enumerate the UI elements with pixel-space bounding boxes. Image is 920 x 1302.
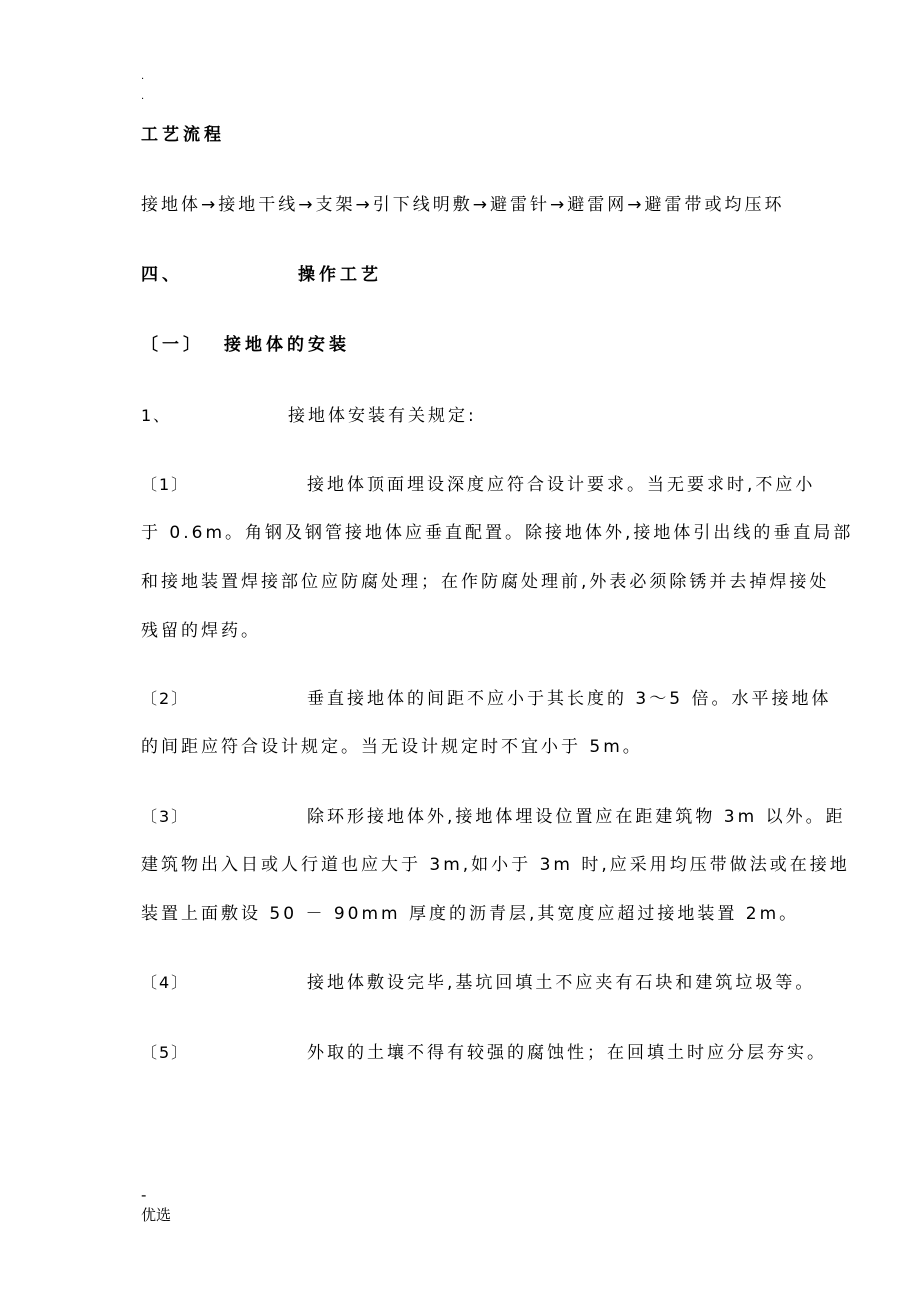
section-four-number: 四、: [141, 265, 183, 285]
section-four-title: 操作工艺: [298, 265, 382, 285]
rule-text-line: 于 0.6m。角钢及钢管接地体应垂直配置。除接地体外,接地体引出线的垂直局部: [141, 523, 854, 543]
subsection-one-number: 〔一〕: [141, 335, 204, 355]
rule-number: 〔3〕: [141, 807, 190, 826]
process-flow: 接地体→接地干线→支架→引下线明敷→避雷针→避雷网→避雷带或均压环: [141, 195, 785, 215]
rule-text-line: 接地体顶面埋设深度应符合设计要求。当无要求时,不应小: [307, 475, 816, 495]
rule-text-line: 建筑物出入日或人行道也应大于 3m,如小于 3m 时,应采用均压带做法或在接地: [141, 855, 850, 875]
footer-label: 优选: [141, 1206, 172, 1224]
process-title: 工艺流程: [141, 125, 225, 145]
rule-text-line: 残留的焊药。: [141, 621, 261, 641]
header-dot: .: [141, 91, 145, 102]
rule-text-line: 装置上面敷设 50 － 90mm 厚度的沥青层,其宽度应超过接地装置 2m。: [141, 904, 800, 924]
rule-text-line: 接地体敷设完毕,基坑回填土不应夹有石块和建筑垃圾等。: [307, 973, 816, 993]
subsection-one-title: 接地体的安装: [224, 335, 350, 355]
rule-text-line: 的间距应符合设计规定。当无设计规定时不宜小于 5m。: [141, 737, 643, 757]
rule-number: 〔4〕: [141, 973, 190, 992]
rule-text-line: 垂直接地体的间距不应小于其长度的 3～5 倍。水平接地体: [307, 689, 832, 709]
item-1-number: 1、: [141, 406, 172, 425]
rule-text-line: 除环形接地体外,接地体埋设位置应在距建筑物 3m 以外。距: [307, 807, 846, 827]
footer-dash: -: [141, 1186, 147, 1204]
rule-number: 〔5〕: [141, 1043, 190, 1062]
item-1-title: 接地体安装有关规定:: [288, 406, 477, 426]
rule-text-line: 外取的土壤不得有较强的腐蚀性；在回填土时应分层夯实。: [307, 1043, 827, 1063]
header-dot: .: [141, 71, 145, 82]
rule-number: 〔2〕: [141, 689, 190, 708]
rule-text-line: 和接地装置焊接部位应防腐处理；在作防腐处理前,外表必须除锈并去掉焊接处: [141, 572, 830, 592]
rule-number: 〔1〕: [141, 475, 190, 494]
